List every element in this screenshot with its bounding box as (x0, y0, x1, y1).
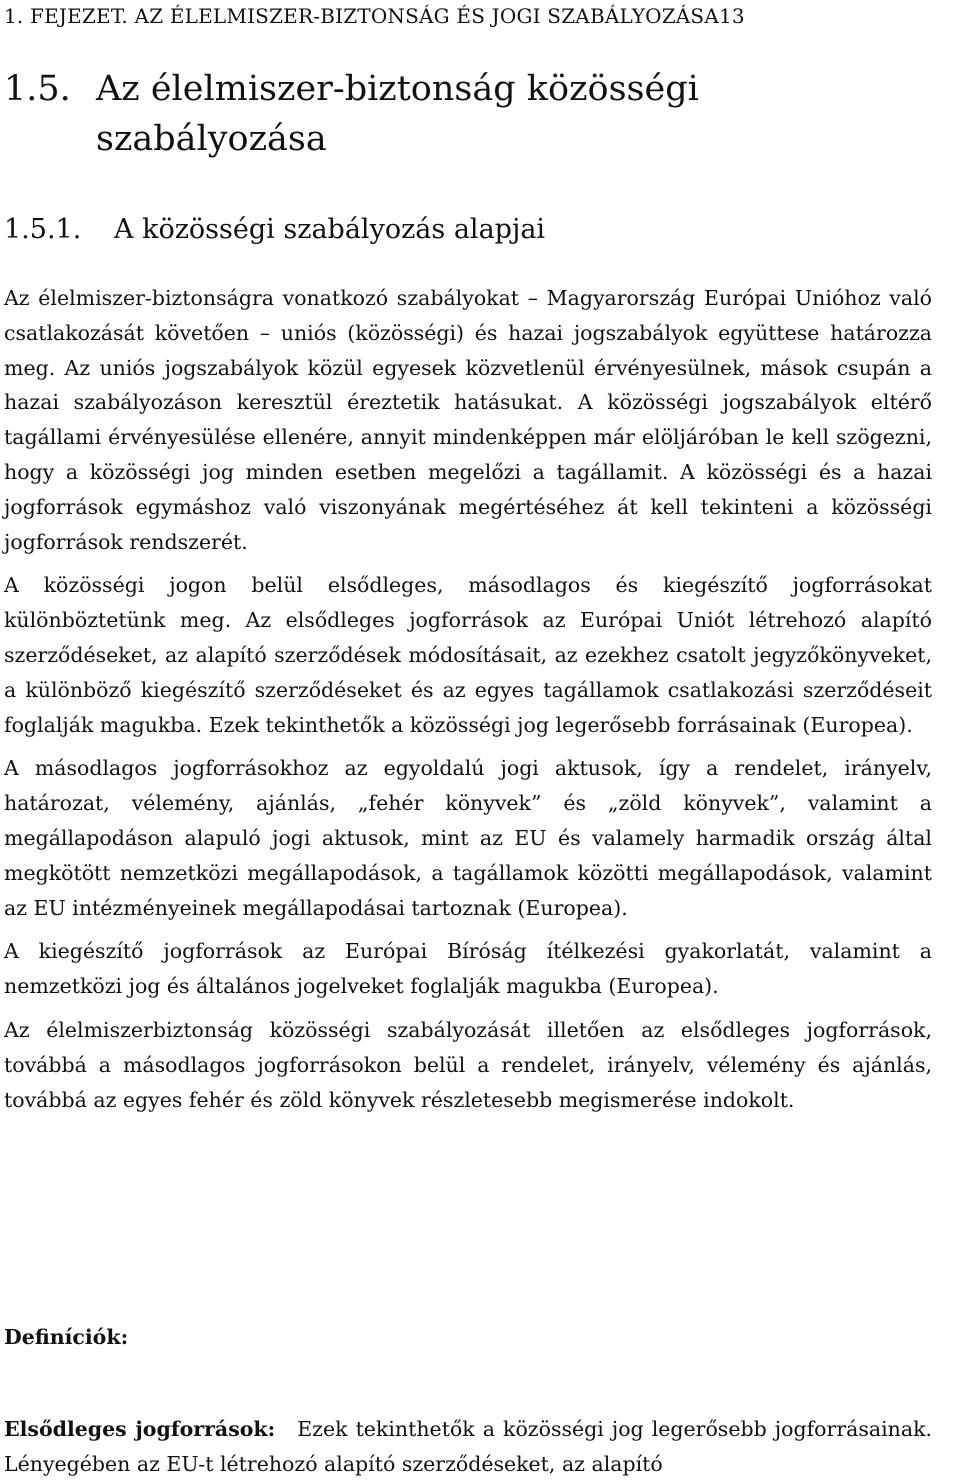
definitions-heading: Definíciók: (4, 1325, 129, 1349)
definition-text: Ezek tekinthetők a közösségi jog legerősebb jogforrásainak. Lényegében az EU-t létrehozó alapító szerződéseket, az alapító (4, 1417, 933, 1476)
definition-entry (4, 1412, 932, 1482)
paragraph: A közösségi jogon belül elsődleges, másodlagos és kiegészítő jogforrásokat különböztetünk meg. Az elsődleges jogforrások az Európai Uniót létrehozó alapító szerződéseket, az alapító szerződések módosításait, az ezekhez csatolt jegyzőkönyveket, a különböző kiegészítő szerződéseket és az egyes tagállamok csatlakozási szerződéseit foglalják magukba. Ezek tekinthetők a közösségi jog legerősebb forrásainak (Europea). (4, 573, 932, 737)
paragraph: A másodlagos jogforrásokhoz az egyoldalú jogi aktusok, így a rendelet, irányelv, határozat, vélemény, ajánlás, „fehér könyvek” és „zöld könyvek”, valamint a megállapodáson alapuló jogi aktusok, mint az EU és valamely harmadik ország által megkötött nemzetközi megállapodások, a tagállamok közötti megállapodások, valamint az EU intézményeinek megállapodásai tartoznak (Europea). (4, 756, 932, 920)
paragraph: Az élelmiszerbiztonság közösségi szabályozását illetően az elsődleges jogforrások, továbbá a másodlagos jogforrásokon belül a rendelet, irányelv, vélemény és ajánlás, továbbá az egyes fehér és zöld könyvek részletesebb megismerése indokolt. (4, 1017, 932, 1112)
paragraph: A kiegészítő jogforrások az Európai Bíróság ítélkezési gyakorlatát, valamint a nemzetközi jog és általános jogelveket foglalják magukba (Europea). (4, 939, 932, 999)
paragraph: Az élelmiszer-biztonságra vonatkozó szabályokat – Magyarország Európai Unióhoz való csatlakozását követően – uniós (közösségi) és hazai jogszabályok együttese határozza meg. Az uniós jogszabályok közül egyesek közvetlenül érvényesülnek, mások csupán a hazai szabályozáson keresztül éreztetik hatásukat. A közösségi jogszabályok eltérő tagállami érvényesülése ellenére, annyit mindenképpen már elöljáróban le kell szögezni, hogy a közösségi jog minden esetben megelőzi a tagállamit. A közösségi és a hazai jogforrások egymáshoz való viszonyának megértéséhez át kell tekinteni a közösségi jogforrások rendszerét. (4, 286, 932, 554)
section-heading (4, 64, 932, 164)
definition-term: Elsődleges jogforrások: (4, 1417, 276, 1441)
section-number: 1.5. (4, 69, 71, 109)
running-header: 1. FEJEZET. AZ ÉLELMISZER-BIZTONSÁG ÉS JOGI SZABÁLYOZÁSA13 (4, 4, 745, 28)
section-title: Az élelmiszer-biztonság közösségi szabályozása (96, 69, 699, 159)
body-text (4, 281, 932, 1126)
subsection-number: 1.5.1. (4, 214, 82, 245)
subsection-heading (4, 212, 932, 248)
subsection-title: A közösségi szabályozás alapjai (114, 214, 546, 245)
